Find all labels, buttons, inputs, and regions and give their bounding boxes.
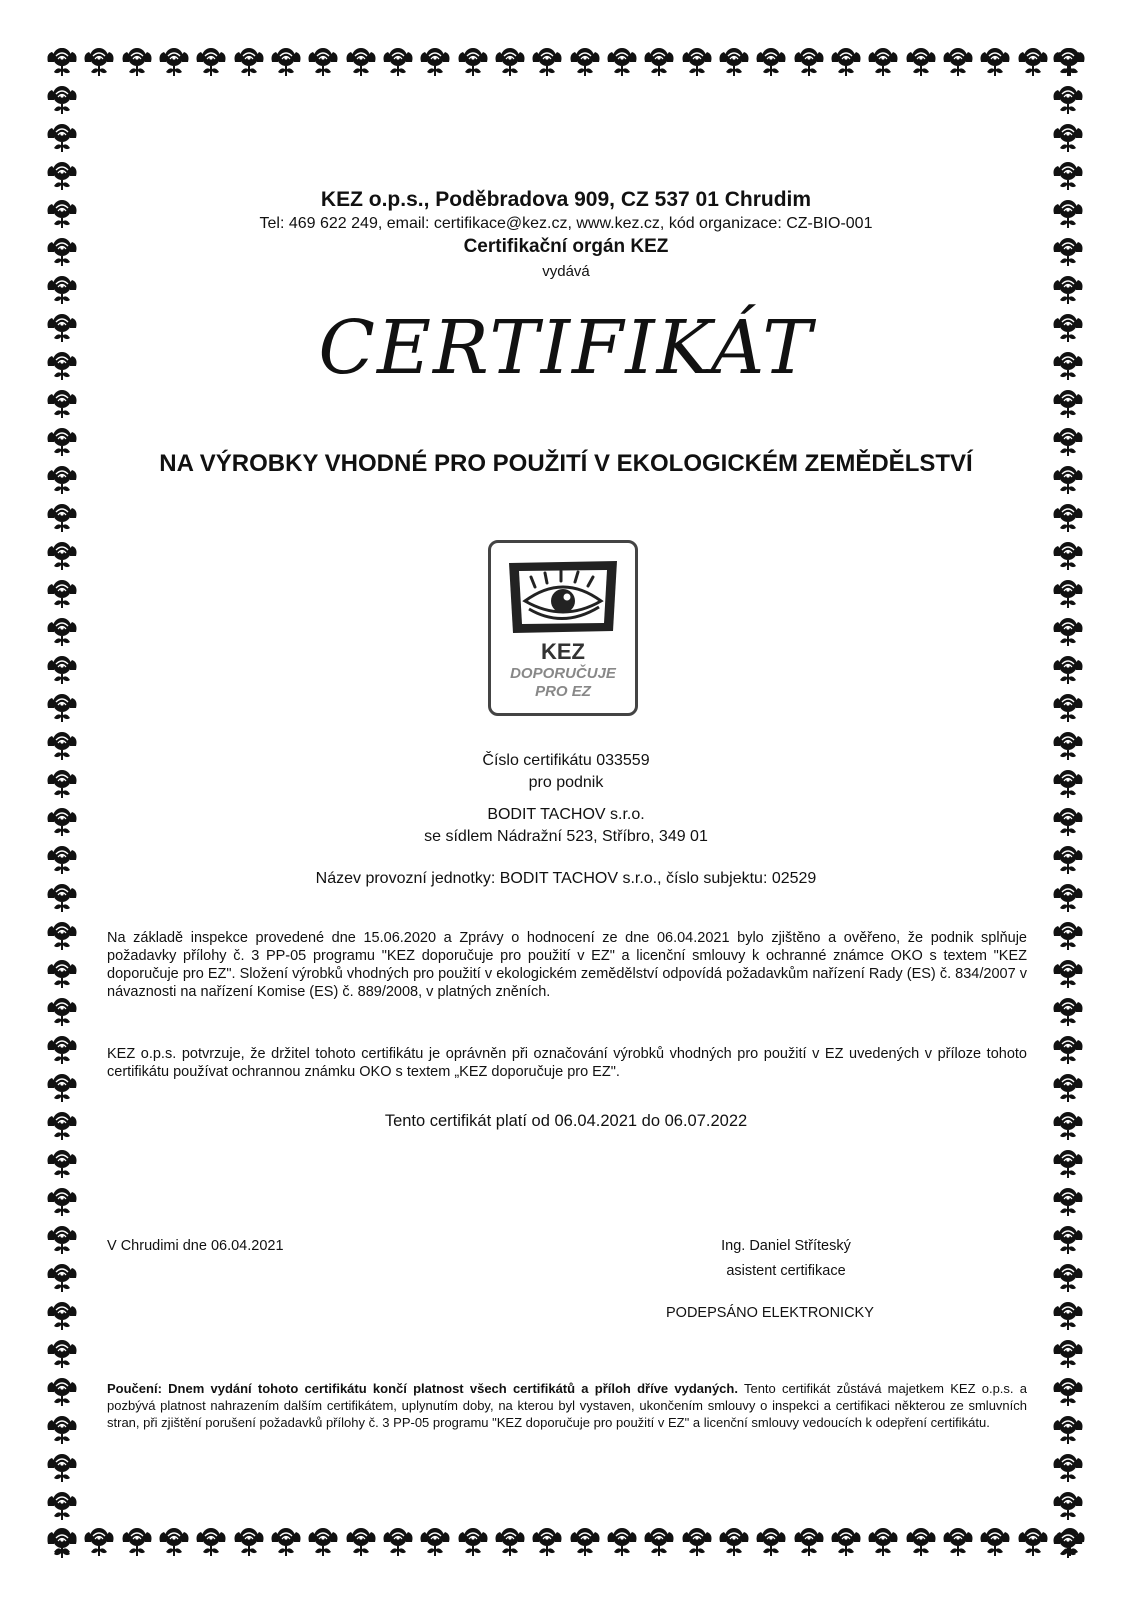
rose-ornament-icon [1050,574,1086,610]
rose-ornament-icon [44,1068,80,1104]
rose-ornament-icon [641,1522,677,1558]
rose-ornament-icon [1050,1524,1086,1560]
signer-role: asistent certifikace [726,1263,846,1279]
rose-ornament-icon [380,1522,416,1558]
certification-body: Certifikační orgán KEZ [463,236,669,257]
rose-ornament-icon [977,42,1013,78]
rose-ornament-icon [529,42,565,78]
company-seat: se sídlem Nádražní 523, Stříbro, 349 01 [424,828,708,845]
rose-ornament-icon [44,1372,80,1408]
rose-ornament-icon [1050,1334,1086,1370]
rose-ornament-icon [44,1410,80,1446]
rose-ornament-icon [753,1522,789,1558]
rose-ornament-icon [193,1522,229,1558]
rose-ornament-icon [455,42,491,78]
paragraph-authorization: KEZ o.p.s. potvrzuje, že držitel tohoto certifikátu je oprávněn při označování výrobků vhodných pro použití v EZ uvedených v příloze tohoto certifikátu používat ochrannou známku OKO s textem „KEZ doporučuje pro EZ". [107,1046,1027,1080]
rose-ornament-icon [940,42,976,78]
rose-ornament-icon [44,498,80,534]
notice-label: Poučení: [107,1381,162,1396]
issues-label: vydává [542,263,590,280]
rose-ornament-icon [1050,1220,1086,1256]
rose-ornament-icon [1050,650,1086,686]
rose-ornament-icon [44,916,80,952]
signed-electronically: PODEPSÁNO ELEKTRONICKY [666,1305,874,1321]
rose-ornament-icon [679,1522,715,1558]
border-top [44,42,1088,80]
rose-ornament-icon [44,1258,80,1294]
notice-bold-text: Dnem vydání tohoto certifikátu končí platnost všech certifikátů a příloh dříve vydaných. [168,1381,738,1396]
rose-ornament-icon [604,1522,640,1558]
rose-ornament-icon [1050,916,1086,952]
rose-ornament-icon [380,42,416,78]
logo-recommends-text: DOPORUČUJE [510,665,616,682]
rose-ornament-icon [1050,1486,1086,1522]
rose-ornament-icon [828,42,864,78]
rose-ornament-icon [1050,1410,1086,1446]
rose-ornament-icon [119,42,155,78]
logo-pro-ez-text: PRO EZ [535,683,591,700]
rose-ornament-icon [1050,498,1086,534]
rose-ornament-icon [977,1522,1013,1558]
rose-ornament-icon [44,612,80,648]
rose-ornament-icon [343,1522,379,1558]
rose-ornament-icon [1050,992,1086,1028]
rose-ornament-icon [828,1522,864,1558]
rose-ornament-icon [1050,1372,1086,1408]
issuer-address: KEZ o.p.s., Poděbradova 909, CZ 537 01 Chrudim [320,188,812,211]
rose-ornament-icon [44,80,80,116]
operating-unit: Název provozní jednotky: BODIT TACHOV s.r.o., číslo subjektu: 02529 [315,870,817,887]
rose-ornament-icon [44,650,80,686]
rose-ornament-icon [1050,1296,1086,1332]
rose-ornament-icon [119,1522,155,1558]
logo-kez-text: KEZ [541,639,585,664]
validity-period: Tento certifikát platí od 06.04.2021 do 06.07.2022 [384,1112,748,1130]
notice-text: Tento certifikát zůstává majetkem KEZ o.p.s. a pozbývá platnost nahrazením dalším certifikátem, uplynutím doby, na kterou byl vystaven, ukončením smlouvy o inspekci a certifikaci některou ze smluvních stran, při zjištění porušení požadavků přílohy č. 3 PP-05 programu "KEZ doporučuje pro použití v EZ" a licenční smlouvy vedoucích k odepření certifikátu. [107,1381,1027,1430]
rose-ornament-icon [44,1296,80,1332]
rose-ornament-icon [417,1522,453,1558]
rose-ornament-icon [455,1522,491,1558]
rose-ornament-icon [1050,1068,1086,1104]
rose-ornament-icon [44,1334,80,1370]
rose-ornament-icon [492,42,528,78]
rose-ornament-icon [305,1522,341,1558]
rose-ornament-icon [492,1522,528,1558]
rose-ornament-icon [1050,1258,1086,1294]
rose-ornament-icon [567,1522,603,1558]
place-and-date: V Chrudimi dne 06.04.2021 [107,1238,284,1254]
rose-ornament-icon [1050,1182,1086,1218]
rose-ornament-icon [1015,1522,1051,1558]
rose-ornament-icon [44,1486,80,1522]
rose-ornament-icon [1050,156,1086,192]
rose-ornament-icon [1050,1448,1086,1484]
rose-ornament-icon [1050,612,1086,648]
rose-ornament-icon [1015,42,1051,78]
rose-ornament-icon [1050,1030,1086,1066]
rose-ornament-icon [44,156,80,192]
signer-name: Ing. Daniel Stříteský [721,1238,851,1254]
rose-ornament-icon [679,42,715,78]
rose-ornament-icon [1050,1144,1086,1180]
paragraph-inspection: Na základě inspekce provedené dne 15.06.2020 a Zprávy o hodnocení ze dne 06.04.2021 bylo zjištěno a ověřeno, že podnik splňuje požadavky přílohy č. 3 PP-05 programu "KEZ doporučuje pro použití v EZ" a licenční smlouvy k ochranné známce OKO s textem "KEZ doporučuje pro EZ". Složení výrobků vhodných pro použití v ekologickém zemědělství odpovídá požadavkům nařízení Rady (ES) č. 834/2007 v návaznosti na nařízení Komise (ES) č. 889/2008, v platných zněních. [107,930,1027,1000]
rose-ornament-icon [529,1522,565,1558]
rose-ornament-icon [44,1448,80,1484]
notice [107,1380,1027,1431]
rose-ornament-icon [940,1522,976,1558]
rose-ornament-icon [44,688,80,724]
rose-ornament-icon [1050,954,1086,990]
certificate-number: Číslo certifikátu 033559 [482,752,650,769]
rose-ornament-icon [81,1522,117,1558]
certificate-title: CERTIFIKÁT [318,305,814,391]
rose-ornament-icon [1050,536,1086,572]
rose-ornament-icon [865,42,901,78]
eye-icon [505,557,621,637]
border-bottom [44,1522,1088,1560]
rose-ornament-icon [44,42,80,78]
rose-ornament-icon [567,42,603,78]
rose-ornament-icon [44,536,80,572]
rose-ornament-icon [417,42,453,78]
rose-ornament-icon [305,42,341,78]
rose-ornament-icon [791,42,827,78]
rose-ornament-icon [44,574,80,610]
rose-ornament-icon [193,42,229,78]
issuer-contact: Tel: 469 622 249, email: certifikace@kez.cz, www.kez.cz, kód organizace: CZ-BIO-001 [259,215,873,232]
rose-ornament-icon [716,1522,752,1558]
rose-ornament-icon [641,42,677,78]
rose-ornament-icon [44,954,80,990]
rose-ornament-icon [716,42,752,78]
rose-ornament-icon [903,42,939,78]
rose-ornament-icon [81,42,117,78]
rose-ornament-icon [791,1522,827,1558]
rose-ornament-icon [44,1220,80,1256]
rose-ornament-icon [268,1522,304,1558]
rose-ornament-icon [231,42,267,78]
rose-ornament-icon [268,42,304,78]
rose-ornament-icon [44,118,80,154]
rose-ornament-icon [1050,688,1086,724]
company-name: BODIT TACHOV s.r.o. [487,806,645,823]
rose-ornament-icon [231,1522,267,1558]
rose-ornament-icon [1050,42,1086,78]
rose-ornament-icon [604,42,640,78]
rose-ornament-icon [44,1524,80,1560]
certificate-subtitle: NA VÝROBKY VHODNÉ PRO POUŽITÍ V EKOLOGICKÉM ZEMĚDĚLSTVÍ [159,450,973,477]
rose-ornament-icon [44,1144,80,1180]
rose-ornament-icon [343,42,379,78]
rose-ornament-icon [156,1522,192,1558]
rose-ornament-icon [44,1030,80,1066]
rose-ornament-icon [903,1522,939,1558]
rose-ornament-icon [1050,80,1086,116]
rose-ornament-icon [44,1182,80,1218]
for-company-label: pro podnik [528,774,604,791]
rose-ornament-icon [1050,118,1086,154]
rose-ornament-icon [865,1522,901,1558]
kez-logo [488,540,638,716]
rose-ornament-icon [753,42,789,78]
rose-ornament-icon [44,992,80,1028]
rose-ornament-icon [156,42,192,78]
